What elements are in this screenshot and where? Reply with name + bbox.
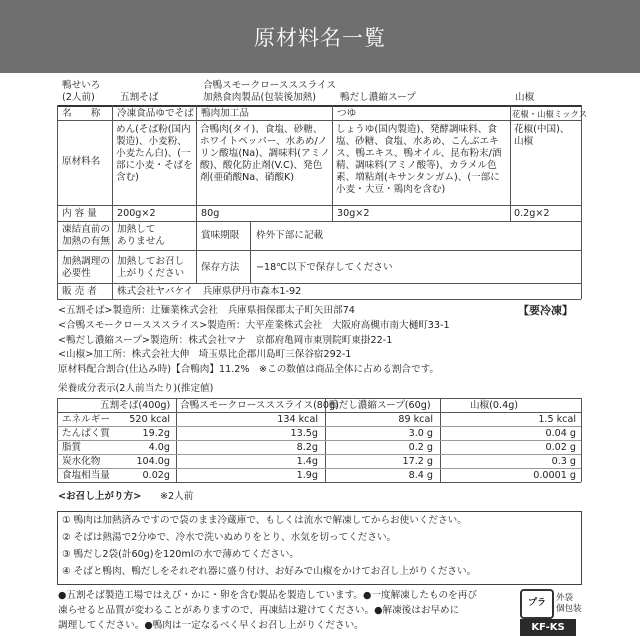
nutrition-value: 4.0g <box>148 442 170 453</box>
frozen-label: 【要冷凍】 <box>518 304 573 317</box>
nutrition-title: 栄養成分表示(2人前当たり)(推定値) <box>58 383 214 394</box>
howto-step: ③ 鴨だし2袋(計60g)を120mlの水で薄めてください。 <box>62 549 299 560</box>
howto-title: <お召し上がり方> <box>58 491 142 502</box>
table-rule <box>112 105 113 299</box>
nutrition-value: 13.5g <box>290 428 318 439</box>
nutrition-header-soup: 鴨だし濃縮スープ(60g) <box>329 400 431 411</box>
seller-label: 販 売 者 <box>62 286 97 297</box>
nutrition-header-duck: 合鴨スモークロースススライス(80g) <box>180 400 339 411</box>
nutrition-value: 0.3 g <box>551 456 576 467</box>
footer-note: 凍らせると品質が変わることがありますので、再凍結は避けてください。●解凍後はお早めに <box>58 605 460 616</box>
nutrition-value: 0.02g <box>142 470 170 481</box>
name-value-soup: つゆ <box>337 108 357 119</box>
table-rule <box>57 426 581 427</box>
howto-step: ② そばは熱湯で2分ゆで、冷水で洗いぬめりをとり、水気を切ってください。 <box>62 532 397 543</box>
nutrition-value: 1.9g <box>296 470 318 481</box>
table-rule <box>57 482 581 483</box>
footer-note: 調理してください。●鴨肉は一定なるべく早くお召し上がりください。 <box>58 620 364 631</box>
nutrition-value: 520 kcal <box>129 414 170 425</box>
nutrition-value: 104.0g <box>136 456 170 467</box>
table-rule <box>510 105 511 221</box>
table-rule <box>57 398 581 399</box>
table-rule <box>57 299 581 300</box>
package-inner: 個包装 <box>556 604 582 614</box>
ratio-line: 原材料配合割合(仕込み時)【合鴨肉】11.2% ※この数値は商品全体に占める割合です。 <box>58 364 440 375</box>
product-servings: (2人前) <box>62 92 95 103</box>
table-rule <box>57 120 581 121</box>
volume-sansho: 0.2g×2 <box>514 208 550 219</box>
nutrition-value: 0.02 g <box>545 442 576 453</box>
table-rule <box>57 205 581 206</box>
ingredients-label: 原材料名 <box>62 156 101 167</box>
nutrition-value: 89 kcal <box>398 414 433 425</box>
ingredients-soba: めん(そば粉(国内製造)、小麦粉、小麦たん白)、(一部に小麦・そばを含む) <box>116 124 193 183</box>
cook-value: 加熱してお召し <box>117 256 185 267</box>
expiry-value: 枠外下部に記載 <box>256 230 324 241</box>
nutrition-row-label: 脂質 <box>62 442 82 453</box>
nutrition-value: 8.2g <box>296 442 318 453</box>
name-value-soba: 冷凍食品ゆでそば <box>117 108 194 119</box>
ingredients-soup: しょうゆ(国内製造)、発酵調味料、食塩、砂糖、食塩、水あめ、こんぶエキス、鴨エキス、鴨オイル、昆布粉末/酒精、調味料(アミノ酸等)、カラメル色素、増粘剤(キサンタンガム)、(一部に小麦・大豆・鶏肉を含む) <box>336 124 502 195</box>
table-rule <box>57 221 581 222</box>
nutrition-value: 134 kcal <box>277 414 318 425</box>
nutrition-value: 8.4 g <box>408 470 433 481</box>
table-rule <box>57 454 581 455</box>
howto-step: ① 鴨肉は加熱済みですので袋のまま冷蔵庫で、もしくは流水で解凍してからお使いください。 <box>62 515 467 526</box>
heat-label-2: 加熱の有無 <box>62 236 110 247</box>
nutrition-value: 19.2g <box>142 428 170 439</box>
table-rule <box>57 105 58 299</box>
nutrition-row-label: たんぱく質 <box>62 428 110 439</box>
storage-label: 保存方法 <box>201 262 240 273</box>
table-rule <box>57 283 581 284</box>
nutrition-value: 0.0001 g <box>533 470 576 481</box>
footer-note: ●五割そば製造工場ではえび・かに・卵を含む製品を製造しています。●一度解凍したものを再び <box>58 590 477 601</box>
table-rule <box>332 105 333 221</box>
nutrition-value: 0.2 g <box>408 442 433 453</box>
col3-title: 鴨だし濃縮スープ <box>340 92 416 103</box>
table-rule <box>196 221 197 283</box>
volume-label: 内 容 量 <box>62 208 97 219</box>
table-rule <box>581 105 582 299</box>
table-rule <box>196 105 197 221</box>
col4-title: 山椒 <box>515 92 535 103</box>
table-rule <box>57 412 581 413</box>
page-title: 原材料名一覧 <box>254 25 386 50</box>
nutrition-value: 0.04 g <box>545 428 576 439</box>
nutrition-header-soba: 五割そば(400g) <box>100 400 171 411</box>
volume-soba: 200g×2 <box>117 208 156 219</box>
nutrition-row-label: 炭水化物 <box>62 456 101 467</box>
table-rule <box>57 105 581 107</box>
heat-label: 凍結直前の <box>62 224 110 235</box>
nutrition-row-label: エネルギー <box>62 414 110 425</box>
manufacturer-line: <合鴨スモークロースススライス>製造所：大平産業株式会社 大阪府高槻市南大樋町33-1 <box>58 320 450 331</box>
ingredients-duck: 合鴨肉(タイ)、食塩、砂糖、ホワイトペッパー、水あめ/ノリン酸塩(Na)、調味料(アミノ酸)、酸化防止剤(V.C)、発色剤(亜硝酸Na、硝酸K) <box>200 124 330 183</box>
nutrition-value: 17.2 g <box>402 456 433 467</box>
table-rule <box>57 250 581 251</box>
product-code: KF-KS <box>520 619 576 636</box>
table-rule <box>581 398 582 482</box>
storage-value: −18℃以下で保存してください <box>256 262 393 273</box>
manufacturer-line: <五割そば>製造所：辻麺業株式会社 兵庫県揖保郡太子町矢田部74 <box>58 305 355 316</box>
cook-label-2: 必要性 <box>62 268 91 279</box>
cook-value-2: 上がりください <box>117 268 185 279</box>
ingredients-sansho: 花椒(中国)、山椒 <box>514 124 570 147</box>
nutrition-row-label: 食塩相当量 <box>62 470 110 481</box>
seller-value: 株式会社ヤバケイ 兵庫県伊丹市森本1-92 <box>117 286 302 297</box>
nutrition-header-sansho: 山椒(0.4g) <box>470 400 519 411</box>
col1-title: 五割そば <box>120 92 159 103</box>
volume-duck: 80g <box>201 208 220 219</box>
name-value-sansho: 花椒・山椒ミックス <box>512 109 588 119</box>
volume-soup: 30g×2 <box>337 208 370 219</box>
col2-title: 合鴨スモークロースススライス <box>203 80 337 91</box>
col2-subtitle: 加熱食肉製品(包装後加熱) <box>203 92 317 103</box>
recycle-mark-text: プラ <box>527 598 546 608</box>
product-name: 鴨せいろ <box>62 80 101 91</box>
table-rule <box>57 468 581 469</box>
name-value-duck: 鴨肉加工品 <box>201 108 249 119</box>
howto-step: ④ そばと鴨肉、鴨だしをそれぞれ器に盛り付け、お好みで山椒をかけてお召し上がりください。 <box>62 566 477 577</box>
nutrition-value: 3.0 g <box>408 428 433 439</box>
table-rule <box>250 221 251 283</box>
heat-value: 加熱して <box>117 224 156 235</box>
manufacturer-line: <山椒>加工所：株式会社大伸 埼玉県比企郡川島町三保谷宿292-1 <box>58 349 352 360</box>
howto-servings: ※2人前 <box>160 491 194 502</box>
cook-label: 加熱調理の <box>62 256 110 267</box>
name-label: 名 称 <box>62 108 101 119</box>
package-outer: 外袋 <box>556 593 574 603</box>
manufacturer-line: <鴨だし濃縮スープ>製造所：株式会社マナ 京都府亀岡市東別院町東掛22-1 <box>58 335 393 346</box>
nutrition-value: 1.4g <box>296 456 318 467</box>
title-banner <box>0 0 640 73</box>
expiry-label: 賞味期限 <box>201 230 240 241</box>
heat-value-2: ありません <box>117 236 165 247</box>
recycle-icon <box>520 589 554 619</box>
table-rule <box>57 440 581 441</box>
nutrition-value: 1.5 kcal <box>538 414 576 425</box>
